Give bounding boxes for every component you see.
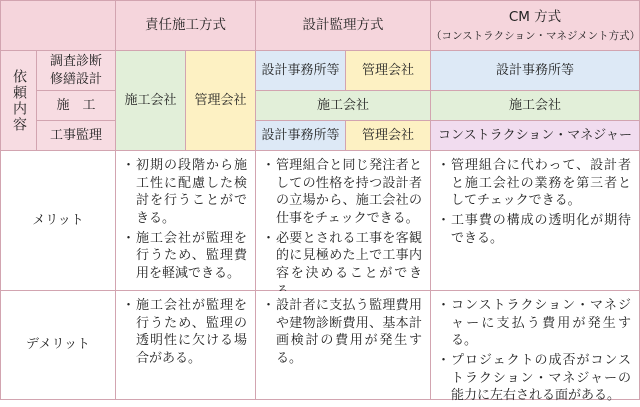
- cm-construction-cell: 施工会社: [431, 91, 640, 121]
- header-cm-subtitle: （コンストラクション・マネジメント方式）: [431, 29, 640, 42]
- merit-cm: [431, 151, 640, 291]
- merit-cm-item: ・ 管理組合に代わって、設計者と施工会社の業務を第三者としてチェックできる。: [439, 157, 631, 210]
- row-design-label: 調査診断 修繕設計: [49, 53, 102, 87]
- cm-supervision-cell: コンストラクション・マネジャー: [431, 121, 640, 151]
- sekkei-construction-cell: 施工会社: [256, 91, 431, 121]
- merit-label: メリット: [1, 151, 116, 291]
- side-row-design: [37, 51, 116, 91]
- header-sekkei: 設計監理方式: [256, 1, 431, 51]
- demerit-sekkei-item: ・ 設計者に支払う監理費用や建物診断費用、基本計画検討の費用が発生する。: [264, 297, 422, 368]
- merit-sekinin: [116, 151, 256, 291]
- demerit-sekinin: [116, 291, 256, 400]
- merit-cm-item: ・ 工事費の構成の透明化が期待できる。: [439, 212, 631, 247]
- corner-cell: [1, 1, 116, 51]
- merit-sekkei-item: ・ 必要とされる工事を客観的に見極めた上で工事内容を決めることができ: [264, 230, 422, 301]
- sekkei-design-office-cell: 設計事務所等: [256, 51, 346, 91]
- sekkei-supervision-manager-cell: 管理会社: [346, 121, 431, 151]
- demerit-sekkei: [256, 291, 431, 400]
- sekkei-design-manager-cell: 管理会社: [346, 51, 431, 91]
- merit-sekkei: [256, 151, 431, 291]
- demerit-cm: [431, 291, 640, 404]
- demerit-cm-item: ・ プロジェクトの成否がコンストラクション・マネジャーの能力に左右される面がある。: [439, 352, 631, 405]
- header-cm-title: CM 方式: [508, 9, 562, 26]
- demerit-cm-item: ・ コンストラクション・マネジャーに支払う費用が発生する。: [439, 297, 631, 350]
- demerit-label: デメリット: [1, 291, 116, 400]
- request-content-label: 依頼内容: [10, 68, 27, 133]
- merit-sekinin-item: ・ 施工会社が監理を行うため、監理費用を軽減できる。: [124, 230, 247, 283]
- demerit-sekinin-item: ・ 施工会社が監理を行うため、監理の透明性に欠ける場合がある。: [124, 297, 247, 368]
- cm-design-office-cell: 設計事務所等: [431, 51, 640, 91]
- merit-sekinin-item: ・ 初期の段階から施工性に配慮した検討を行うことができる。: [124, 157, 247, 228]
- sekinin-manager-cell: 管理会社: [186, 51, 256, 151]
- sekkei-supervision-office-cell: 設計事務所等: [256, 121, 346, 151]
- side-row-construction: 施 工: [37, 91, 116, 121]
- merit-sekkei-item: ・ 管理組合と同じ発注者としての性格を持つ設計者の立場から、施工会社の仕事をチェックできる。: [264, 157, 422, 228]
- header-cm: [431, 1, 640, 51]
- side-group-label: [1, 51, 37, 151]
- side-row-supervision: 工事監理: [37, 121, 116, 151]
- sekinin-contractor-cell: 施工会社: [116, 51, 186, 151]
- header-sekinin: 責任施工方式: [116, 1, 256, 51]
